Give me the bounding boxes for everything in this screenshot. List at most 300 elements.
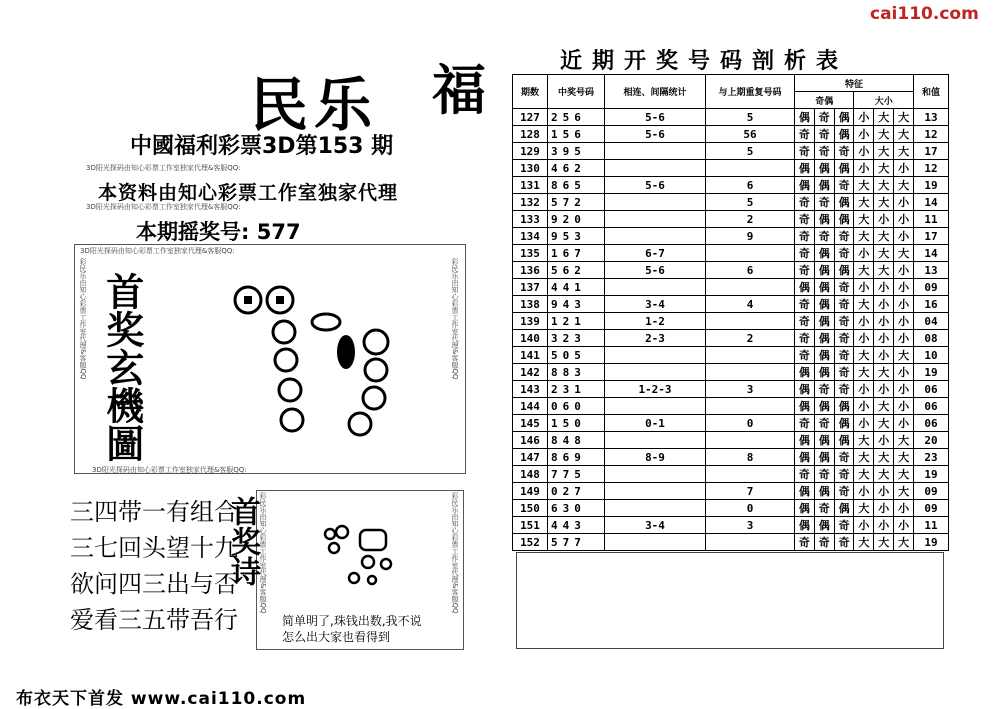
cell-issue: 131	[513, 177, 548, 194]
cell-repeat: 0	[706, 500, 795, 517]
table-row	[513, 228, 949, 245]
cell-number: 848	[548, 432, 605, 449]
cell-issue: 141	[513, 347, 548, 364]
cell-issue: 127	[513, 109, 548, 126]
poem-line: 欲问四三出与否	[70, 570, 238, 598]
cell-big-small: 小	[894, 296, 914, 313]
cell-odd-even: 奇	[834, 517, 854, 534]
watermark-line-top: 3D阳光探码由知心彩票工作室独家代理&客服QQ:	[86, 164, 241, 172]
cell-sum: 10	[914, 347, 949, 364]
note-line: 简单明了,珠钱出数,我不说	[282, 614, 422, 628]
cell-odd-even: 偶	[795, 432, 815, 449]
cell-big-small: 大	[874, 126, 894, 143]
cell-odd-even: 奇	[814, 109, 834, 126]
cell-adjacent	[605, 364, 706, 381]
cell-odd-even: 偶	[795, 160, 815, 177]
cell-repeat: 0	[706, 415, 795, 432]
header-big-small: 大小	[854, 92, 914, 109]
cell-number: 865	[548, 177, 605, 194]
cell-big-small: 小	[894, 262, 914, 279]
note	[282, 613, 472, 645]
cell-odd-even: 奇	[795, 415, 815, 432]
cell-big-small: 大	[894, 347, 914, 364]
cell-odd-even: 奇	[795, 313, 815, 330]
poem-line: 三四带一有组合	[70, 498, 238, 526]
cell-big-small: 大	[854, 211, 874, 228]
cell-sum: 11	[914, 211, 949, 228]
cell-big-small: 小	[894, 228, 914, 245]
cell-sum: 16	[914, 296, 949, 313]
cell-big-small: 大	[874, 194, 894, 211]
cell-repeat: 6	[706, 177, 795, 194]
watermark-line-mid: 3D阳光探码由知心彩票工作室独家代理&客服QQ:	[86, 203, 241, 211]
cell-odd-even: 偶	[814, 432, 834, 449]
cell-big-small: 小	[854, 398, 874, 415]
side-watermark-poem: 彩民乐由知心彩票工作室代理&客服QQ	[259, 492, 267, 614]
cell-odd-even: 奇	[834, 296, 854, 313]
table-row	[513, 296, 949, 313]
cell-odd-even: 偶	[834, 398, 854, 415]
cell-issue: 138	[513, 296, 548, 313]
cell-adjacent	[605, 160, 706, 177]
cell-big-small: 大	[874, 109, 894, 126]
cell-odd-even: 偶	[834, 432, 854, 449]
cell-odd-even: 偶	[814, 330, 834, 347]
table-row	[513, 177, 949, 194]
cell-repeat	[706, 466, 795, 483]
cell-odd-even: 偶	[814, 483, 834, 500]
table-title: 近期开奖号码剖析表	[560, 48, 849, 74]
cell-repeat: 2	[706, 330, 795, 347]
cell-repeat: 3	[706, 381, 795, 398]
cell-adjacent: 1-2	[605, 313, 706, 330]
table-row	[513, 279, 949, 296]
cell-big-small: 小	[874, 500, 894, 517]
cell-sum: 04	[914, 313, 949, 330]
cell-odd-even: 奇	[795, 330, 815, 347]
table-row	[513, 245, 949, 262]
cell-odd-even: 奇	[795, 126, 815, 143]
cell-adjacent	[605, 194, 706, 211]
cell-number: 505	[548, 347, 605, 364]
draw-analysis-table	[512, 74, 949, 551]
cell-number: 121	[548, 313, 605, 330]
cell-odd-even: 偶	[834, 211, 854, 228]
table-row	[513, 194, 949, 211]
cell-number: 572	[548, 194, 605, 211]
coin-cluster	[320, 520, 410, 590]
cell-big-small: 小	[854, 313, 874, 330]
cell-repeat: 3	[706, 517, 795, 534]
cell-sum: 12	[914, 160, 949, 177]
cell-big-small: 大	[874, 466, 894, 483]
cell-adjacent	[605, 211, 706, 228]
cell-issue: 130	[513, 160, 548, 177]
cell-odd-even: 奇	[795, 211, 815, 228]
cell-odd-even: 偶	[814, 160, 834, 177]
cell-big-small: 小	[854, 483, 874, 500]
cell-issue: 142	[513, 364, 548, 381]
minle-logo: 民乐	[250, 71, 379, 139]
cell-issue: 129	[513, 143, 548, 160]
cell-odd-even: 奇	[834, 313, 854, 330]
cell-big-small: 大	[854, 194, 874, 211]
cell-number: 883	[548, 364, 605, 381]
cell-big-small: 大	[894, 449, 914, 466]
cell-adjacent	[605, 143, 706, 160]
cell-big-small: 小	[874, 517, 894, 534]
cell-big-small: 大	[854, 347, 874, 364]
cell-big-small: 大	[874, 228, 894, 245]
table-row	[513, 449, 949, 466]
cell-odd-even: 偶	[814, 517, 834, 534]
cell-repeat: 4	[706, 296, 795, 313]
cell-big-small: 大	[854, 500, 874, 517]
cell-big-small: 大	[874, 177, 894, 194]
cell-repeat	[706, 364, 795, 381]
cell-odd-even: 奇	[814, 126, 834, 143]
cell-big-small: 大	[894, 466, 914, 483]
cell-odd-even: 偶	[814, 398, 834, 415]
cell-odd-even: 奇	[814, 194, 834, 211]
cell-big-small: 小	[874, 432, 894, 449]
cell-number: 577	[548, 534, 605, 551]
cell-sum: 20	[914, 432, 949, 449]
cell-sum: 09	[914, 279, 949, 296]
cell-odd-even: 奇	[814, 466, 834, 483]
cell-number: 167	[548, 245, 605, 262]
cell-number: 027	[548, 483, 605, 500]
table-row	[513, 262, 949, 279]
cell-repeat: 5	[706, 143, 795, 160]
poem-line: 三七回头望十九	[70, 534, 238, 562]
cell-sum: 19	[914, 177, 949, 194]
cell-sum: 08	[914, 330, 949, 347]
cell-big-small: 小	[854, 415, 874, 432]
poem-line: 爱看三五带吾行	[70, 606, 238, 634]
cell-sum: 06	[914, 381, 949, 398]
cell-odd-even: 偶	[814, 313, 834, 330]
cell-sum: 09	[914, 483, 949, 500]
cell-repeat	[706, 398, 795, 415]
table-row	[513, 126, 949, 143]
header-issue: 期数	[513, 75, 548, 109]
cell-odd-even: 偶	[814, 296, 834, 313]
cell-big-small: 小	[894, 313, 914, 330]
cell-big-small: 大	[874, 398, 894, 415]
cell-repeat: 6	[706, 262, 795, 279]
cell-big-small: 小	[854, 330, 874, 347]
cell-issue: 143	[513, 381, 548, 398]
cell-number: 920	[548, 211, 605, 228]
cell-sum: 13	[914, 262, 949, 279]
cell-big-small: 小	[894, 517, 914, 534]
cell-odd-even: 偶	[834, 194, 854, 211]
cell-issue: 134	[513, 228, 548, 245]
cell-adjacent	[605, 398, 706, 415]
cell-number: 775	[548, 466, 605, 483]
cell-sum: 19	[914, 466, 949, 483]
cell-adjacent	[605, 466, 706, 483]
issue-title: 中國福利彩票3D第153 期	[130, 134, 394, 159]
cell-adjacent	[605, 500, 706, 517]
cell-odd-even: 偶	[814, 364, 834, 381]
cell-big-small: 小	[894, 279, 914, 296]
cell-odd-even: 奇	[834, 364, 854, 381]
header-number: 中奖号码	[548, 75, 605, 109]
xuanji-title: 首奖玄機圖	[99, 272, 145, 462]
note-line: 怎么出大家也看得到	[282, 630, 391, 644]
cell-big-small: 小	[874, 211, 894, 228]
watermark-line-frame: 3D阳光探码由知心彩票工作室独家代理&客服QQ:	[80, 247, 235, 255]
cell-issue: 147	[513, 449, 548, 466]
cell-odd-even: 偶	[834, 126, 854, 143]
cell-odd-even: 奇	[814, 534, 834, 551]
cell-big-small: 大	[874, 262, 894, 279]
cell-odd-even: 偶	[795, 381, 815, 398]
table-row	[513, 483, 949, 500]
cell-issue: 132	[513, 194, 548, 211]
cell-big-small: 小	[894, 364, 914, 381]
cell-odd-even: 奇	[834, 228, 854, 245]
cell-number: 562	[548, 262, 605, 279]
cell-sum: 13	[914, 109, 949, 126]
cell-big-small: 小	[894, 398, 914, 415]
cell-number: 231	[548, 381, 605, 398]
cell-odd-even: 奇	[834, 143, 854, 160]
table-row	[513, 500, 949, 517]
cell-adjacent: 5-6	[605, 177, 706, 194]
cell-repeat	[706, 245, 795, 262]
cell-odd-even: 偶	[834, 415, 854, 432]
cell-adjacent: 6-7	[605, 245, 706, 262]
cell-big-small: 大	[894, 109, 914, 126]
cell-adjacent	[605, 432, 706, 449]
cell-issue: 146	[513, 432, 548, 449]
cell-odd-even: 偶	[795, 109, 815, 126]
cell-odd-even: 偶	[814, 347, 834, 364]
coin-illustration	[228, 280, 408, 450]
cell-odd-even: 偶	[795, 177, 815, 194]
cell-odd-even: 奇	[814, 415, 834, 432]
cell-adjacent	[605, 534, 706, 551]
draw-label: 本期摇奖号:	[136, 220, 250, 244]
cell-odd-even: 偶	[814, 449, 834, 466]
cell-big-small: 大	[854, 534, 874, 551]
cell-sum: 17	[914, 143, 949, 160]
cell-odd-even: 偶	[814, 211, 834, 228]
cell-big-small: 大	[874, 245, 894, 262]
cell-odd-even: 偶	[834, 262, 854, 279]
cell-number: 441	[548, 279, 605, 296]
cell-sum: 14	[914, 194, 949, 211]
header-feature: 特征	[795, 75, 914, 92]
cell-big-small: 大	[894, 177, 914, 194]
cell-big-small: 小	[854, 126, 874, 143]
cell-big-small: 小	[874, 483, 894, 500]
cell-odd-even: 奇	[834, 466, 854, 483]
cell-big-small: 大	[854, 364, 874, 381]
cell-odd-even: 奇	[814, 143, 834, 160]
cell-number: 443	[548, 517, 605, 534]
cell-odd-even: 奇	[795, 296, 815, 313]
cell-big-small: 大	[854, 432, 874, 449]
cell-odd-even: 偶	[834, 500, 854, 517]
cell-repeat: 5	[706, 194, 795, 211]
cell-odd-even: 奇	[814, 381, 834, 398]
table-row	[513, 466, 949, 483]
cell-big-small: 小	[894, 211, 914, 228]
cell-issue: 144	[513, 398, 548, 415]
cell-number: 323	[548, 330, 605, 347]
cell-repeat	[706, 534, 795, 551]
table-row	[513, 143, 949, 160]
cell-big-small: 小	[894, 330, 914, 347]
cell-odd-even: 偶	[795, 364, 815, 381]
cell-repeat	[706, 313, 795, 330]
cell-big-small: 大	[854, 228, 874, 245]
table-row	[513, 330, 949, 347]
table-row	[513, 381, 949, 398]
cell-big-small: 大	[854, 296, 874, 313]
cell-sum: 12	[914, 126, 949, 143]
cell-odd-even: 奇	[795, 347, 815, 364]
cell-adjacent: 1-2-3	[605, 381, 706, 398]
cell-big-small: 小	[894, 415, 914, 432]
cell-repeat	[706, 279, 795, 296]
cell-number: 953	[548, 228, 605, 245]
header-sum: 和值	[914, 75, 949, 109]
cell-adjacent: 3-4	[605, 517, 706, 534]
cell-big-small: 小	[874, 296, 894, 313]
cell-big-small: 大	[854, 466, 874, 483]
cell-big-small: 大	[894, 483, 914, 500]
cell-sum: 06	[914, 415, 949, 432]
cell-issue: 139	[513, 313, 548, 330]
cell-issue: 151	[513, 517, 548, 534]
cell-sum: 11	[914, 517, 949, 534]
cell-issue: 152	[513, 534, 548, 551]
cell-issue: 135	[513, 245, 548, 262]
cell-odd-even: 偶	[814, 279, 834, 296]
cell-odd-even: 奇	[795, 534, 815, 551]
cell-adjacent: 5-6	[605, 109, 706, 126]
cell-big-small: 小	[894, 160, 914, 177]
table-row	[513, 364, 949, 381]
draw-number: 577	[256, 220, 301, 244]
cell-big-small: 大	[894, 534, 914, 551]
cell-odd-even: 偶	[814, 177, 834, 194]
cell-number: 869	[548, 449, 605, 466]
cell-issue: 150	[513, 500, 548, 517]
cell-repeat: 9	[706, 228, 795, 245]
cell-number: 395	[548, 143, 605, 160]
side-watermark-left: 彩民乐由知心彩票工作室代理&客服QQ	[79, 258, 87, 380]
cell-number: 943	[548, 296, 605, 313]
cell-big-small: 大	[874, 534, 894, 551]
cell-odd-even: 偶	[795, 449, 815, 466]
cell-odd-even: 偶	[814, 245, 834, 262]
cell-sum: 06	[914, 398, 949, 415]
cell-number: 630	[548, 500, 605, 517]
watermark-line-bottom: 3D阳光探码由知心彩票工作室独家代理&客服QQ:	[92, 466, 247, 474]
cell-big-small: 大	[894, 126, 914, 143]
cell-adjacent: 3-4	[605, 296, 706, 313]
cell-odd-even: 奇	[834, 279, 854, 296]
cell-odd-even: 奇	[834, 381, 854, 398]
cell-big-small: 小	[874, 381, 894, 398]
cell-big-small: 小	[874, 330, 894, 347]
cell-number: 156	[548, 126, 605, 143]
cell-issue: 136	[513, 262, 548, 279]
table-row	[513, 313, 949, 330]
header-odd-even: 奇偶	[795, 92, 854, 109]
cell-issue: 140	[513, 330, 548, 347]
table-row	[513, 109, 949, 126]
cell-issue: 137	[513, 279, 548, 296]
cell-number: 060	[548, 398, 605, 415]
cell-adjacent	[605, 347, 706, 364]
cell-adjacent	[605, 279, 706, 296]
cell-sum: 19	[914, 364, 949, 381]
table-row	[513, 415, 949, 432]
cell-odd-even: 奇	[795, 194, 815, 211]
table-row	[513, 517, 949, 534]
table-row	[513, 347, 949, 364]
cell-repeat: 5	[706, 109, 795, 126]
cell-odd-even: 奇	[795, 143, 815, 160]
cell-issue: 148	[513, 466, 548, 483]
cell-issue: 128	[513, 126, 548, 143]
cell-odd-even: 奇	[834, 449, 854, 466]
cell-number: 150	[548, 415, 605, 432]
cell-adjacent	[605, 483, 706, 500]
cell-big-small: 小	[854, 381, 874, 398]
cell-odd-even: 偶	[795, 279, 815, 296]
cell-big-small: 大	[894, 143, 914, 160]
cell-odd-even: 奇	[834, 483, 854, 500]
cell-odd-even: 奇	[795, 262, 815, 279]
draw-number-line	[136, 216, 301, 246]
table-row	[513, 398, 949, 415]
site-badge[interactable]: cai110.com	[870, 4, 979, 24]
cell-big-small: 小	[854, 143, 874, 160]
cell-odd-even: 奇	[834, 534, 854, 551]
cell-big-small: 大	[874, 449, 894, 466]
cell-issue: 149	[513, 483, 548, 500]
cell-adjacent: 8-9	[605, 449, 706, 466]
cell-repeat	[706, 347, 795, 364]
cell-adjacent: 2-3	[605, 330, 706, 347]
cell-big-small: 大	[874, 160, 894, 177]
fu-character: 福	[432, 58, 486, 122]
cell-odd-even: 奇	[814, 500, 834, 517]
cell-odd-even: 偶	[834, 109, 854, 126]
cell-repeat: 8	[706, 449, 795, 466]
cell-big-small: 大	[854, 177, 874, 194]
cell-odd-even: 奇	[834, 347, 854, 364]
cell-issue: 145	[513, 415, 548, 432]
cell-big-small: 小	[854, 517, 874, 534]
cell-odd-even: 偶	[795, 483, 815, 500]
table-row	[513, 160, 949, 177]
cell-big-small: 小	[854, 160, 874, 177]
cell-odd-even: 奇	[834, 245, 854, 262]
cell-sum: 14	[914, 245, 949, 262]
cell-big-small: 小	[894, 500, 914, 517]
agent-line: 本资料由知心彩票工作室独家代理	[98, 182, 399, 204]
cell-odd-even: 偶	[814, 262, 834, 279]
